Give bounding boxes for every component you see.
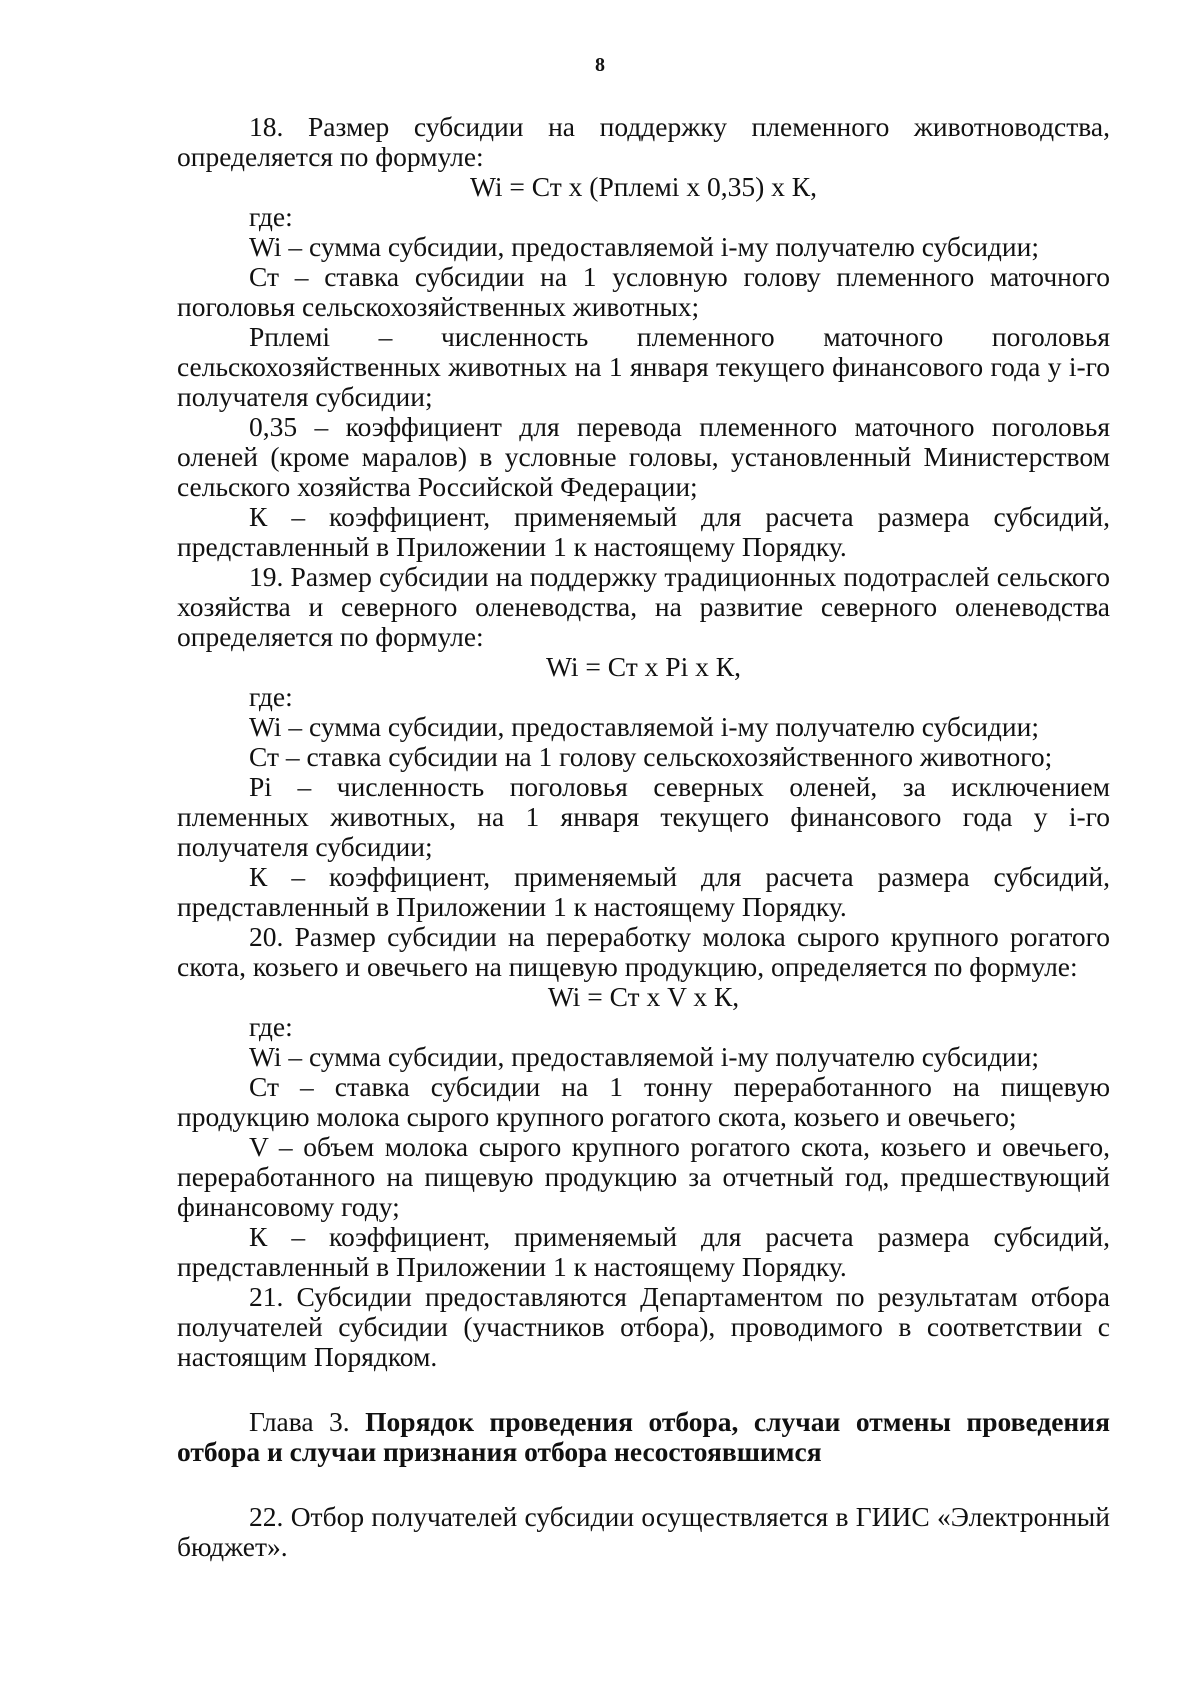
section-spacer — [177, 1467, 1110, 1502]
definition-19-st: Ст – ставка субсидии на 1 голову сельскохозяйственного животного; — [249, 741, 1053, 772]
definition-20-wi: Wi – сумма субсидии, предоставляемой i-му получателю субсидии; — [249, 1041, 1039, 1072]
definition-18-wi: Wi – сумма субсидии, предоставляемой i-му получателю субсидии; — [249, 231, 1039, 262]
paragraph-21: 21. Субсидии предоставляются Департаментом по результатам отбора получателей субсидии (участников отбора), проводимого в соответствии с настоящим Порядком. — [177, 1281, 1110, 1372]
section-spacer — [177, 1372, 1110, 1407]
definition-19-wi: Wi – сумма субсидии, предоставляемой i-му получателю субсидии; — [249, 711, 1039, 742]
formula-18: Wi = Ст х (Рплемi х 0,35) х К, — [470, 171, 817, 202]
where-label-19: где: — [249, 681, 293, 712]
definition-19-k: К – коэффициент, применяемый для расчета размера субсидий, представленный в Приложении 1 к настоящему Порядку. — [177, 861, 1110, 922]
definition-20-st: Ст – ставка субсидии на 1 тонну переработанного на пищевую продукцию молока сырого крупного рогатого скота, козьего и овечьего; — [177, 1071, 1110, 1132]
page-number: 8 — [595, 54, 605, 76]
chapter-title: Порядок проведения отбора, случаи отмены проведения отбора и случаи признания отбора несостоявшимся — [177, 1406, 1111, 1467]
definition-18-st: Ст – ставка субсидии на 1 условную голову племенного маточного поголовья сельскохозяйственных животных; — [177, 261, 1110, 322]
formula-19: Wi = Ст х Рi х К, — [546, 651, 741, 682]
definition-20-v: V – объем молока сырого крупного рогатого скота, козьего и овечьего, переработанного на пищевую продукцию за отчетный год, предшествующий финансовому году; — [177, 1131, 1110, 1222]
formula-20: Wi = Ст х V х К, — [547, 981, 740, 1012]
definition-18-rplem: Рплемi – численность племенного маточного поголовья сельскохозяйственных животных на 1 января текущего финансового года у i-го получателя субсидии; — [177, 321, 1110, 412]
definition-18-k: К – коэффициент, применяемый для расчета размера субсидий, представленный в Приложении 1 к настоящему Порядку. — [177, 501, 1110, 562]
paragraph-20-intro: 20. Размер субсидии на переработку молока сырого крупного рогатого скота, козьего и овечьего на пищевую продукцию, определяется по формуле: — [177, 921, 1110, 982]
paragraph-19-intro: 19. Размер субсидии на поддержку традиционных подотраслей сельского хозяйства и северного оленеводства, на развитие северного оленеводства определяется по формуле: — [177, 561, 1110, 652]
where-label-18: где: — [249, 201, 293, 232]
where-label-20: где: — [249, 1011, 293, 1042]
paragraph-18-intro: 18. Размер субсидии на поддержку племенного животноводства, определяется по формуле: — [177, 111, 1110, 172]
chapter-prefix: Глава 3. — [249, 1406, 366, 1437]
chapter-heading — [177, 1407, 1110, 1467]
definition-19-ri: Рi – численность поголовья северных оленей, за исключением племенных животных, на 1 января текущего финансового года у i-го получателя субсидии; — [177, 771, 1110, 862]
document-body — [177, 112, 1110, 1562]
definition-20-k: К – коэффициент, применяемый для расчета размера субсидий, представленный в Приложении 1 к настоящему Порядку. — [177, 1221, 1110, 1282]
paragraph-22: 22. Отбор получателей субсидии осуществляется в ГИИС «Электронный бюджет». — [177, 1501, 1110, 1562]
definition-18-coef: 0,35 – коэффициент для перевода племенного маточного поголовья оленей (кроме маралов) в условные головы, установленный Министерством сельского хозяйства Российской Федерации; — [177, 411, 1110, 502]
